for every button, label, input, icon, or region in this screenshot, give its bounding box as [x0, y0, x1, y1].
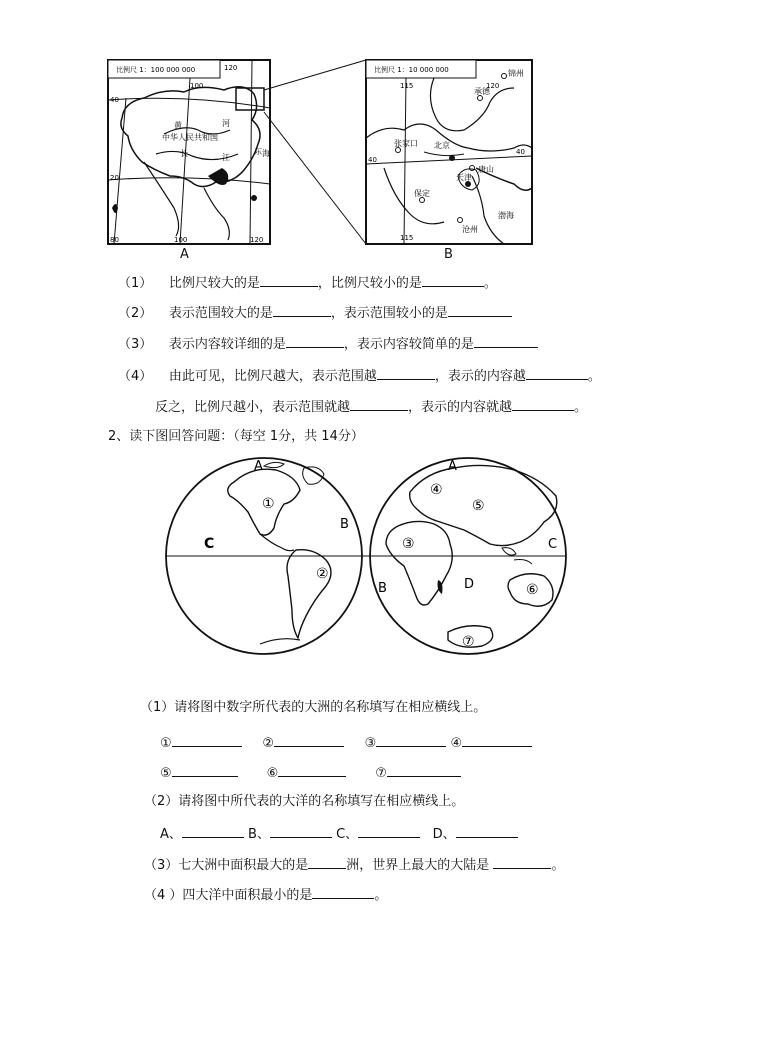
continent-mark-2: ② — [316, 566, 329, 582]
world-hemispheres-map — [164, 452, 576, 662]
blank-label: A、 — [160, 827, 182, 842]
answer-blank[interactable] — [474, 334, 538, 348]
map-a-lat-20: 20 — [110, 174, 119, 182]
question-2-3 — [144, 855, 564, 875]
ocean-label-d: D — [464, 577, 475, 592]
answer-blank[interactable] — [308, 855, 346, 869]
map-b-sea-bohai: 渤海 — [498, 211, 514, 220]
blank-label: ⑤ — [160, 766, 172, 781]
map-b-city-jinzhou: 锦州 — [508, 69, 524, 78]
map-a-label-huang: 黄 — [174, 121, 182, 130]
question-1-4 — [118, 366, 601, 386]
continent-mark-6: ⑥ — [526, 582, 539, 598]
blank-label: ③ — [364, 736, 377, 751]
map-a-label-hai: 海 — [262, 149, 270, 158]
map-a-label-he: 河 — [222, 119, 230, 128]
answer-blank[interactable] — [312, 885, 374, 899]
answer-blank[interactable] — [358, 824, 420, 838]
answer-blank[interactable] — [278, 763, 346, 777]
continent-mark-5: ⑤ — [472, 498, 485, 514]
map-b-lon-120: 120 — [486, 82, 500, 90]
blank-label: ① — [160, 736, 172, 751]
map-b-scale: 比例尺 1：10 000 000 — [374, 66, 449, 74]
map-b — [364, 58, 536, 248]
answer-blank[interactable] — [182, 824, 244, 838]
section-2-title: 2、读下图回答问题：（每空 1分，共 14分） — [108, 429, 364, 444]
question-text: ，表示的内容越 — [434, 369, 526, 384]
continent-mark-7: ⑦ — [462, 634, 475, 650]
map-a-lon-100-top: 100 — [190, 82, 204, 90]
question-text: 。 — [587, 369, 601, 384]
ocean-answer-row — [160, 824, 518, 844]
answer-blank[interactable] — [512, 397, 574, 411]
continent-mark-4: ④ — [430, 482, 443, 498]
question-text: （3）七大洲中面积最大的是 — [144, 858, 309, 873]
blank-label: ② — [262, 736, 274, 751]
question-text: 。 — [551, 858, 565, 873]
map-a-scale: 比例尺 1：100 000 000 — [116, 66, 196, 74]
question-1-1 — [118, 273, 497, 293]
answer-blank[interactable] — [422, 273, 484, 287]
question-2-1: （1）请将图中数字所代表的大洲的名称填写在相应横线上。 — [140, 700, 487, 715]
question-1-3 — [118, 334, 538, 354]
blank-label: C、 — [336, 827, 359, 842]
question-1-2 — [118, 303, 512, 323]
map-b-city-tianjin: 天津 — [456, 173, 472, 182]
map-a-lon-120: 120 — [250, 236, 264, 244]
question-text: ，表示的内容就越 — [408, 400, 513, 415]
answer-blank[interactable] — [270, 824, 332, 838]
ocean-label-b-east: B — [378, 581, 387, 596]
continent-answer-row-2 — [160, 763, 461, 783]
question-number: （4） — [118, 369, 153, 384]
continent-answer-row-1 — [160, 733, 532, 753]
map-a-label-chang: 长 — [180, 149, 188, 158]
continent-mark-3: ③ — [402, 536, 415, 552]
question-number: （1） — [118, 276, 153, 291]
question-text: ，表示范围较小的是 — [330, 306, 448, 321]
map-b-caption: B — [444, 247, 453, 262]
blank-label: ⑥ — [266, 766, 279, 781]
map-b-lon-115-top: 115 — [400, 82, 414, 90]
map-b-city-cangzhou: 沧州 — [462, 225, 478, 234]
answer-blank[interactable] — [448, 303, 512, 317]
question-text: 表示内容较详细的是 — [168, 337, 286, 352]
answer-blank[interactable] — [462, 733, 532, 747]
map-b-city-baoding: 保定 — [414, 189, 430, 198]
question-text: 。 — [483, 276, 497, 291]
map-a-caption: A — [180, 247, 189, 262]
question-2-2: （2）请将图中所代表的大洋的名称填写在相应横线上。 — [144, 794, 465, 809]
answer-blank[interactable] — [456, 824, 518, 838]
question-text: 。 — [374, 888, 388, 903]
blank-label: ⑦ — [375, 766, 387, 781]
question-text: ，表示内容较简单的是 — [343, 337, 474, 352]
map-b-city-tangshan: 唐山 — [478, 165, 494, 174]
question-text: （4 ）四大洋中面积最小的是 — [144, 888, 313, 903]
blank-label: ④ — [450, 736, 463, 751]
blank-label: B、 — [248, 827, 270, 842]
question-text: 表示范围较大的是 — [168, 306, 273, 321]
map-b-lat-40-left: 40 — [368, 156, 377, 164]
map-b-lon-115: 115 — [400, 234, 414, 242]
connector-lines — [236, 58, 368, 248]
map-b-lat-40-right: 40 — [516, 148, 525, 156]
answer-blank[interactable] — [377, 366, 435, 380]
ocean-label-b-west: B — [340, 517, 349, 532]
answer-blank[interactable] — [387, 763, 461, 777]
question-text: 反之，比例尺越小，表示范围就越 — [155, 400, 351, 415]
question-1-4b — [155, 397, 587, 417]
map-a-lon-80: 80 — [110, 236, 119, 244]
question-text: 由此可见，比例尺越大，表示范围越 — [168, 369, 377, 384]
answer-blank[interactable] — [273, 303, 331, 317]
map-a-lon-100: 100 — [174, 236, 188, 244]
continent-mark-1: ① — [262, 496, 275, 512]
map-a-label-jiang: 江 — [222, 153, 230, 162]
answer-blank[interactable] — [172, 733, 242, 747]
answer-blank[interactable] — [493, 855, 551, 869]
map-a-lat-40: 40 — [110, 96, 119, 104]
question-text: ，比例尺较小的是 — [317, 276, 422, 291]
answer-blank[interactable] — [172, 763, 238, 777]
question-text: 。 — [574, 400, 588, 415]
question-text: 洲，世界上最大的大陆是 — [346, 858, 490, 873]
ocean-label-a-west: A — [254, 459, 263, 474]
answer-blank[interactable] — [376, 733, 446, 747]
ocean-label-a-east: A — [448, 459, 457, 474]
answer-blank[interactable] — [274, 733, 344, 747]
blank-label: D、 — [432, 827, 456, 842]
answer-blank[interactable] — [350, 397, 408, 411]
map-a-label-dong: 东 — [254, 147, 262, 156]
question-number: （2） — [118, 306, 153, 321]
map-a-country: 中华人民共和国 — [162, 133, 218, 142]
question-text: 比例尺较大的是 — [168, 276, 260, 291]
answer-blank[interactable] — [526, 366, 588, 380]
map-b-city-zhangjiakou: 张家口 — [394, 139, 418, 148]
ocean-label-c-east: C — [548, 537, 558, 552]
answer-blank[interactable] — [286, 334, 344, 348]
question-2-4 — [144, 885, 387, 905]
ocean-label-c-west: C — [204, 536, 215, 552]
answer-blank[interactable] — [260, 273, 318, 287]
question-number: （3） — [118, 337, 153, 352]
map-b-city-chengde: 承德 — [474, 87, 490, 96]
map-b-city-beijing: 北京 — [434, 141, 450, 150]
map-a-lon-120-top: 120 — [224, 64, 238, 72]
